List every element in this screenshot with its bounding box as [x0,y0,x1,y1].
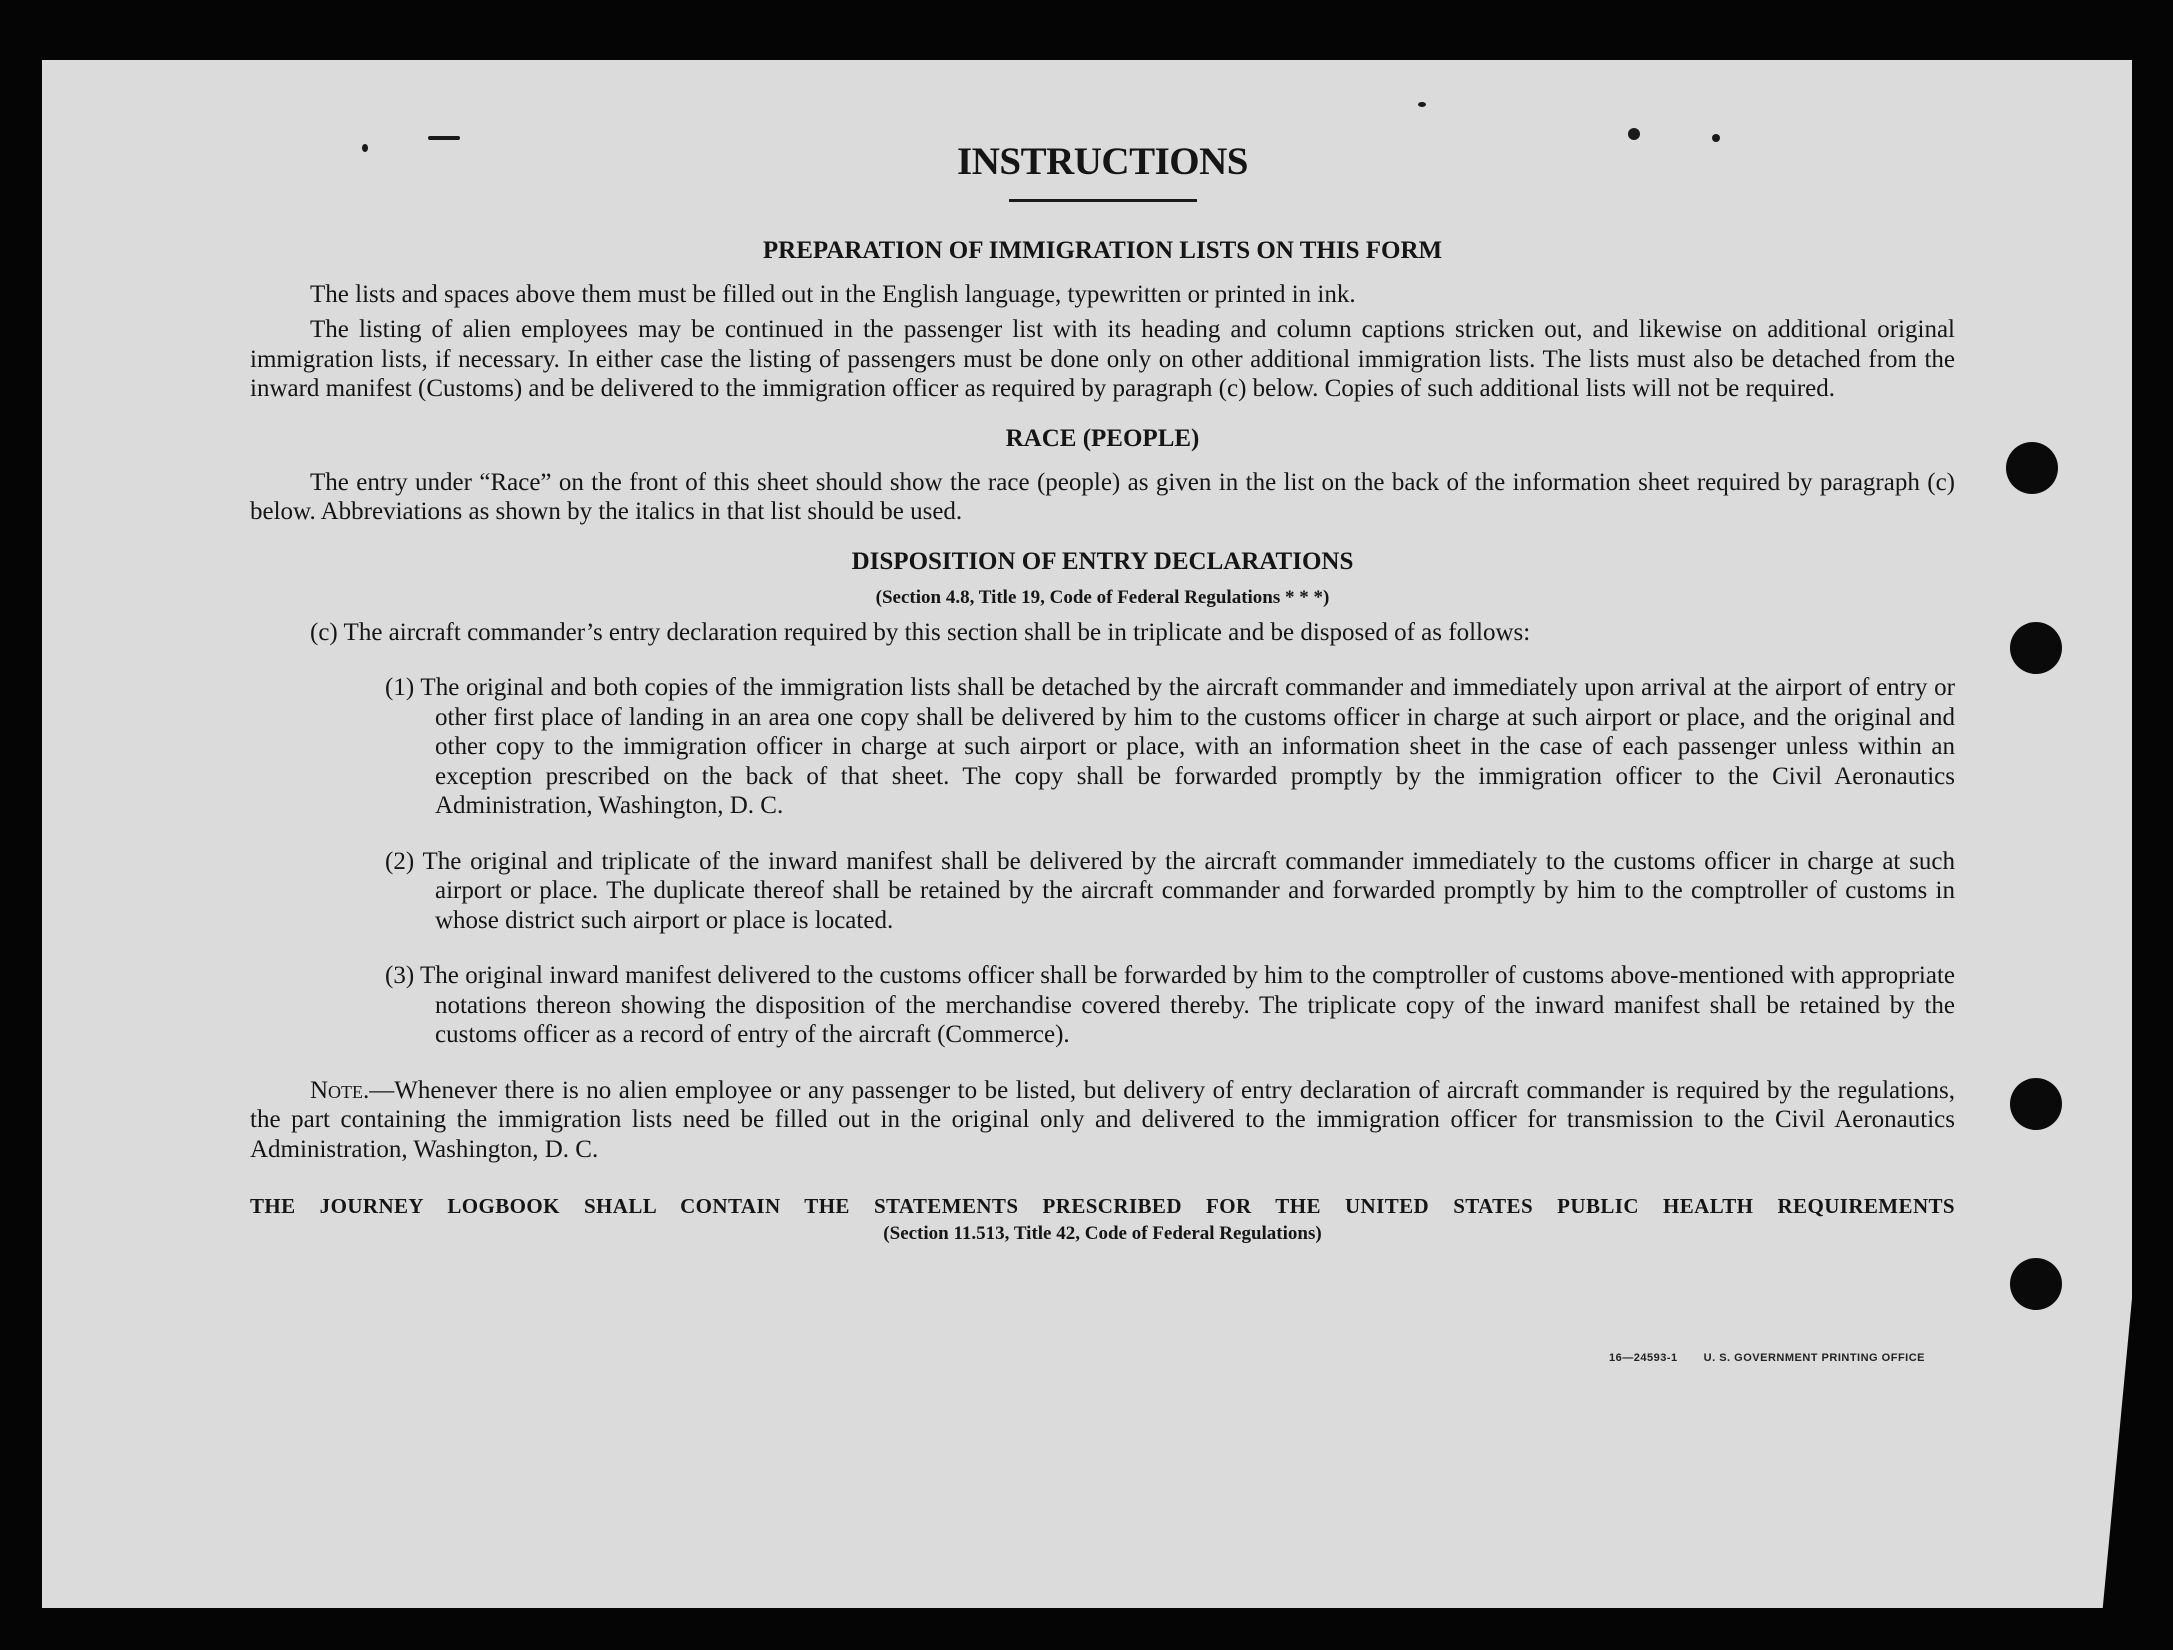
disposition-citation: (Section 4.8, Title 19, Code of Federal Regulations * * *) [875,586,1330,608]
note-label: Note. [310,1076,370,1104]
list-item: (1) The original and both copies of the immigration lists shall be detached by the aircraft commander and immediately upon arrival at the airport of entry or other first place of landing in an area one copy shall be delivered by him to the customs officer in charge at such airport or place, and the original and other copy to the immigration officer in charge at such airport or place, with an information sheet in the case of each passenger unless within an exception prescribed on the back of that sheet. The copy shall be forwarded promptly by the immigration officer to the Civil Aeronautics Administration, Washington, D. C. [385,674,1955,820]
punch-hole [2010,1258,2062,1310]
race-heading: RACE (PEOPLE) [1005,424,1200,452]
health-citation: (Section 11.513, Title 42, Code of Federal Regulations) [883,1223,1322,1245]
note-text: —Whenever there is no alien employee or any passenger to be listed, but delivery of entry declaration of aircraft commander is required by the regulations, the part containing the immigration lists need be filled out in the original only and delivered to the immigration officer for transmission to the Civil Aeronautics Administration, Washington, D. C. [250,1076,1955,1163]
form-number: 16—24593-1 [1609,1352,1678,1364]
preparation-paragraph-1: The lists and spaces above them must be filled out in the English language, typewritten or printed in ink. [310,280,1356,308]
printer-imprint [1609,1352,1925,1364]
page-title: INSTRUCTIONS [957,140,1248,183]
disposition-list [250,673,1955,1050]
disposition-intro: (c) The aircraft commander’s entry declaration required by this section shall be in triplicate and be disposed of as follows: [310,618,1531,646]
race-paragraph: The entry under “Race” on the front of this sheet should show the race (people) as given in the list on the back of the information sheet required by paragraph (c) below. Abbreviations as shown by the italics in that list should be used. [250,468,1955,526]
list-item: (2) The original and triplicate of the inward manifest shall be delivered by the aircraft commander immediately to the customs officer in charge at such airport or place. The duplicate thereof shall be retained by the aircraft commander and forwarded promptly by him to the comptroller of customs in whose district such airport or place is located. [385,847,1955,934]
list-item: (3) The original inward manifest delivered to the customs officer shall be forwarded by him to the comptroller of customs above-mentioned with appropriate notations thereon showing the disposition of the merchandise covered thereby. The triplicate copy of the inward manifest shall be retained by the customs officer as a record of entry of the aircraft (Commerce). [385,962,1955,1049]
preparation-paragraph-2: The listing of alien employees may be continued in the passenger list with its heading and column captions stricken out, and likewise on additional original immigration lists, if necessary. In either case the listing of passengers must be done only on other additional immigration lists. The lists must also be detached from the inward manifest (Customs) and be delivered to the immigration officer as required by paragraph (c) below. Copies of such additional lists will not be required. [250,316,1955,403]
preparation-heading: PREPARATION OF IMMIGRATION LISTS ON THIS FORM [762,236,1443,264]
printing-office: U. S. GOVERNMENT PRINTING OFFICE [1703,1352,1925,1364]
speck [1418,102,1426,107]
punch-hole [2006,442,2058,494]
instructions-document [250,130,1955,1364]
punch-hole [2010,622,2062,674]
title-underline [1009,199,1197,202]
punch-hole [2010,1078,2062,1130]
note-paragraph [250,1076,1955,1165]
health-statement: THE JOURNEY LOGBOOK SHALL CONTAIN THE STATEMENTS PRESCRIBED FOR THE UNITED STATES PUBLIC HEALTH REQUIREMENTS [250,1194,1955,1219]
disposition-heading: DISPOSITION OF ENTRY DECLARATIONS [851,547,1354,575]
